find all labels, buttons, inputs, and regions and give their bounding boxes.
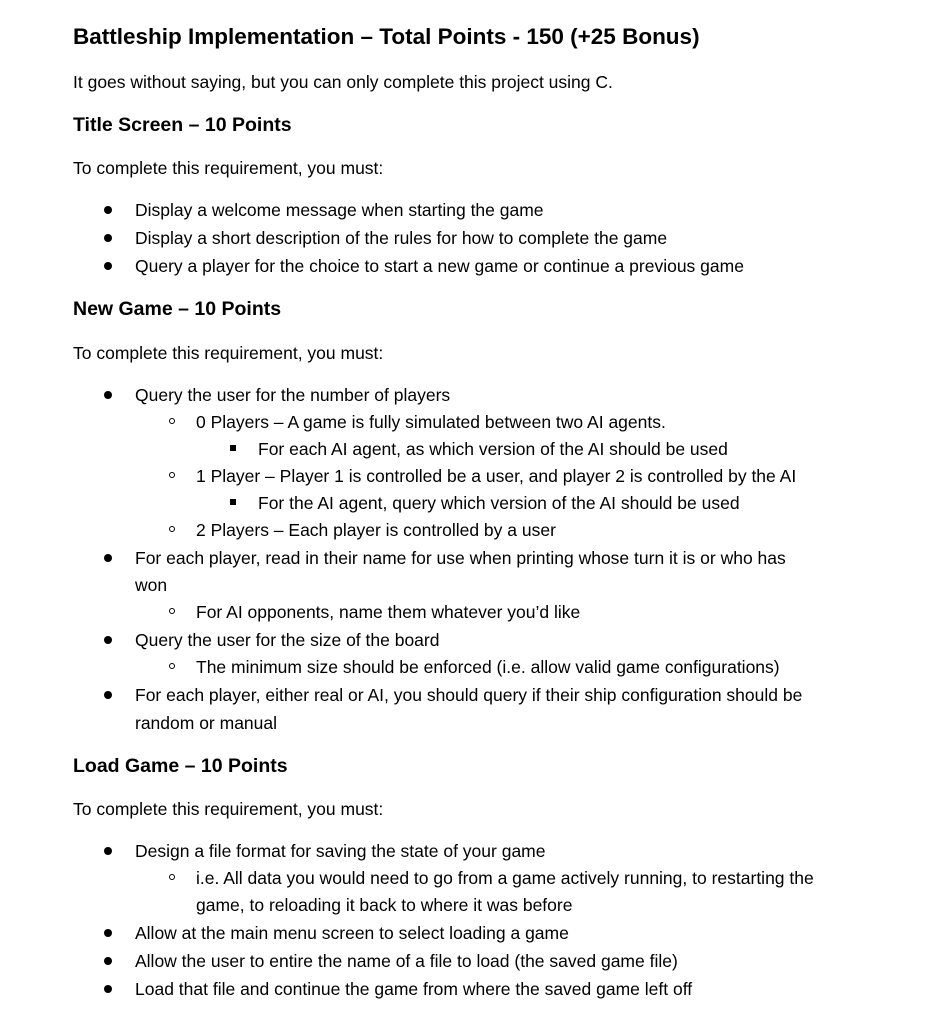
bullet-square-icon	[230, 499, 236, 505]
bullet-circle-icon	[169, 526, 175, 532]
bullet-disc-icon	[104, 636, 112, 644]
bullet-disc-icon	[104, 929, 112, 937]
intro-text: It goes without saying, but you can only complete this project using C.	[73, 72, 613, 92]
bullet-circle-icon	[169, 472, 175, 478]
list-item-continuation: won	[135, 575, 168, 595]
list-item: Design a file format for saving the state of your game	[135, 841, 546, 861]
section-lead: To complete this requirement, you must:	[73, 158, 384, 178]
list-item: 0 Players – A game is fully simulated between two AI agents.	[196, 412, 666, 432]
bullet-square-icon	[230, 445, 236, 451]
list-item: Query the user for the size of the board	[135, 630, 440, 650]
bullet-disc-icon	[104, 262, 112, 270]
bullet-circle-icon	[169, 663, 175, 669]
list-item: Query a player for the choice to start a new game or continue a previous game	[135, 256, 744, 276]
bullet-disc-icon	[104, 554, 112, 562]
section-heading-new-game: New Game – 10 Points	[73, 298, 282, 320]
list-item: i.e. All data you would need to go from a game actively running, to restarting the	[196, 868, 814, 888]
document-title: Battleship Implementation – Total Points - 150 (+25 Bonus)	[73, 24, 700, 49]
list-item: Allow the user to entire the name of a file to load (the saved game file)	[135, 951, 678, 971]
bullet-disc-icon	[104, 985, 112, 993]
list-item: Load that file and continue the game from where the saved game left off	[135, 979, 693, 999]
list-item: For AI opponents, name them whatever you’d like	[196, 602, 581, 622]
list-item: For each player, either real or AI, you should query if their ship configuration should be	[135, 685, 803, 705]
list-item: 1 Player – Player 1 is controlled be a user, and player 2 is controlled by the AI	[196, 466, 797, 486]
section-heading-load-game: Load Game – 10 Points	[73, 755, 288, 777]
bullet-circle-icon	[169, 608, 175, 614]
bullet-circle-icon	[169, 874, 175, 880]
bullet-disc-icon	[104, 957, 112, 965]
list-item: For each player, read in their name for use when printing whose turn it is or who has	[135, 548, 786, 568]
section-lead: To complete this requirement, you must:	[73, 799, 384, 819]
list-item: For the AI agent, query which version of the AI should be used	[258, 493, 740, 513]
list-item-continuation: game, to reloading it back to where it was before	[196, 895, 573, 915]
list-item: For each AI agent, as which version of the AI should be used	[258, 439, 728, 459]
section-heading-title-screen: Title Screen – 10 Points	[73, 114, 292, 136]
list-item: Query the user for the number of players	[135, 385, 451, 405]
bullet-disc-icon	[104, 234, 112, 242]
list-item-continuation: random or manual	[135, 713, 278, 733]
bullet-disc-icon	[104, 847, 112, 855]
list-item: 2 Players – Each player is controlled by a user	[196, 520, 556, 540]
section-lead: To complete this requirement, you must:	[73, 343, 384, 363]
bullet-circle-icon	[169, 418, 175, 424]
list-item: Display a welcome message when starting the game	[135, 200, 544, 220]
list-item: Allow at the main menu screen to select loading a game	[135, 923, 569, 943]
list-item: Display a short description of the rules for how to complete the game	[135, 228, 668, 248]
bullet-disc-icon	[104, 691, 112, 699]
list-item: The minimum size should be enforced (i.e. allow valid game configurations)	[196, 657, 780, 677]
bullet-disc-icon	[104, 206, 112, 214]
bullet-disc-icon	[104, 391, 112, 399]
